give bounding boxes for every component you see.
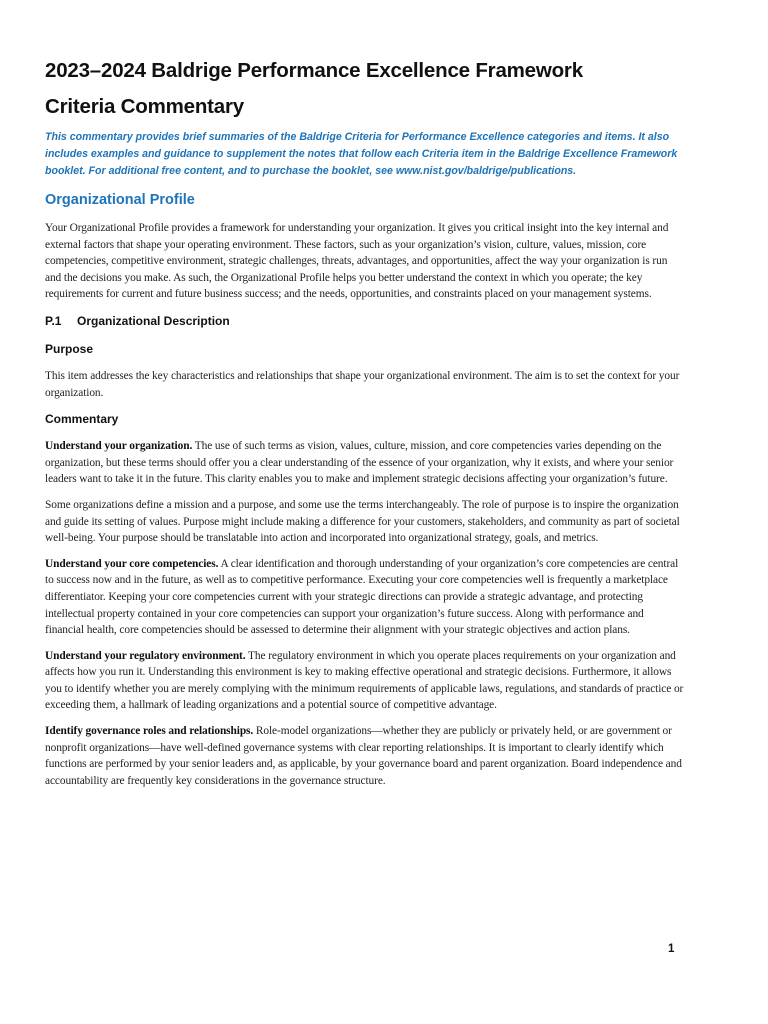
- item-title: Organizational Description: [77, 313, 230, 328]
- org-profile-paragraph: Your Organizational Profile provides a framework for understanding your organization. It gives you critical insight into the key internal and external factors that shape your operating environment. These factors, such as your organization’s vision, culture, values, mission, core competencies, competitive environment, strategic challenges, threats, advantages, and opportunities, affect the way your organization is run and the decisions you make. As such, the Organizational Profile helps you better understand the context in which you operate; the key requirements for current and future business success; and the needs, opportunities, and constraints placed on your management systems.: [45, 222, 669, 301]
- paragraph-text: The use of such terms as vision, values, culture, mission, and core competencies varies depending on the organization, but these terms should offer you a clear understanding of the essence of your organization, why it exists, and where your senior leaders want to take it in the future. This clarity enables you to make and implement strategic decisions affecting your organization’s future.: [45, 440, 674, 486]
- commentary-paragraph-regulatory-environment: [45, 648, 685, 714]
- commentary-paragraph-mission-purpose: [45, 497, 685, 547]
- document-page: [45, 56, 685, 798]
- document-subtitle: Criteria Commentary: [45, 95, 244, 118]
- paragraph-text: Some organizations define a mission and a purpose, and some use the terms interchangeably. The role of purpose is to inspire the organization and guide its setting of values. Purpose might include making a difference for your customers, stakeholders, and community as part of societal well-being. Your purpose should be translatable into action and incorporated into organizational strategy, goals, and metrics.: [45, 498, 680, 545]
- paragraph-lead: Understand your regulatory environment.: [45, 649, 246, 662]
- item-heading: [45, 312, 685, 330]
- commentary-paragraph-understand-organization: [45, 438, 685, 488]
- commentary-paragraph-governance: [45, 723, 685, 789]
- section-heading-organizational-profile: Organizational Profile: [45, 192, 195, 208]
- page-number: 1: [668, 943, 675, 955]
- paragraph-lead: Understand your core competencies.: [45, 557, 219, 570]
- document-title: 2023–2024 Baldrige Performance Excellence Framework: [45, 59, 583, 82]
- paragraph-lead: Understand your organization.: [45, 440, 193, 453]
- purpose-paragraph: This item addresses the key characteristics and relationships that shape your organizational environment. The aim is to set the context for your organization.: [45, 369, 680, 399]
- commentary-heading: Commentary: [45, 412, 119, 427]
- paragraph-lead: Identify governance roles and relationships.: [45, 725, 254, 738]
- item-number: P.1: [45, 313, 62, 328]
- paragraph-text: The regulatory environment in which you operate places requirements on your organization and affects how you run it. Understanding this environment is key to making effective operational and strategic decisions. Furthermore, it allows you to identify whether you are merely complying with the minimum requirements of applicable laws, regulations, and standards of practice or exceeding them, a hallmark of leading organizations and a potential source of competitive advantage.: [45, 649, 684, 712]
- paragraph-text: Role-model organizations—whether they are publicly or privately held, or are government or nonprofit organizations—have well-defined governance systems with clear reporting relationships. It is important to clearly identify which functions are performed by your senior leaders and, as applicable, by your governance board and parent organization. Board independence and accountability are frequently key considerations in the governance structure.: [45, 725, 682, 787]
- commentary-paragraph-core-competencies: [45, 556, 685, 639]
- intro-note: This commentary provides brief summaries of the Baldrige Criteria for Performance Excellence categories and items. It also includes examples and guidance to supplement the notes that follow each Criteria item in the Baldrige Excellence Framework booklet. For additional free content, and to purchase the booklet, see www.nist.gov/baldrige/publications.: [45, 131, 678, 177]
- purpose-heading: Purpose: [45, 341, 94, 356]
- paragraph-text: A clear identification and thorough understanding of your organization’s core competencies are central to success now and in the future, as well as to competitive performance. Executing your core competencies well is frequently a marketplace differentiator. Keeping your core competencies current with your strategic directions can provide a strategic advantage, and protecting intellectual property contained in your core competencies can support your organization’s future success. Along with performance and financial health, core competencies should be assessed to determine their alignment with your strategic objectives and action plans.: [45, 557, 679, 637]
